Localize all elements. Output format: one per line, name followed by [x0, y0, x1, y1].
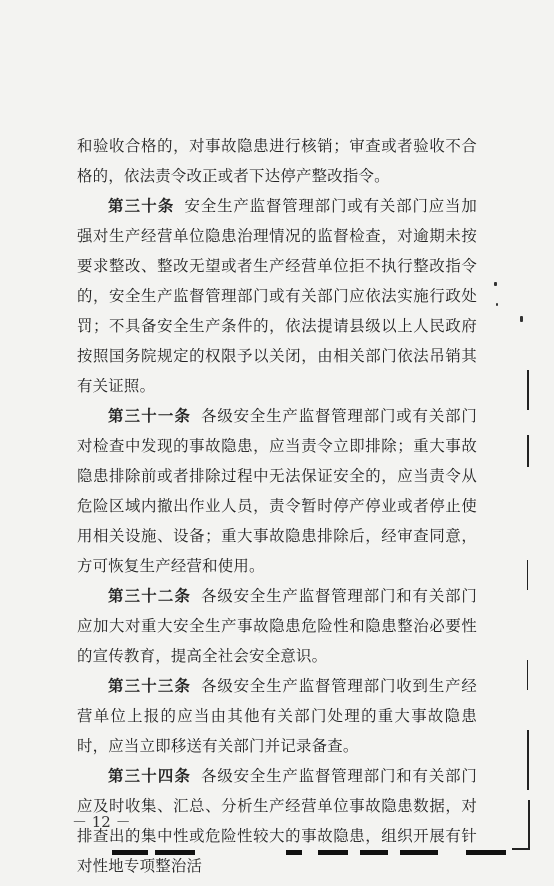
scan-mark [360, 850, 388, 855]
article-34 [77, 761, 477, 881]
scan-edge-line [527, 730, 529, 790]
scan-edge-line [527, 435, 529, 467]
scan-mark [496, 303, 498, 306]
page-number: － 12 － [72, 813, 131, 831]
article-text: 安全生产监督管理部门或有关部门应当加强对生产经营单位隐患治理情况的监督检查，对逾期未按要求整改、整改无望或者生产经营单位拒不执行整改指令的，安全生产监督管理部门或有关部门应依法实施行政处罚；不具备安全生产条件的，依法提请县级以上人民政府按照国务院规定的权限予以关闭，由相关部门依法吊销其有关证照。 [77, 197, 477, 395]
article-heading: 第三十一条 [108, 407, 192, 425]
article-heading: 第三十二条 [108, 587, 192, 605]
scan-edge-line [527, 560, 528, 590]
paragraph-continuation [77, 131, 477, 191]
document-body [77, 131, 477, 881]
article-heading: 第三十四条 [108, 767, 192, 785]
paragraph-text: 和验收合格的，对事故隐患进行核销；审查或者验收不合格的，依法责令改正或者下达停产整改指令。 [77, 137, 477, 185]
article-text: 各级安全生产监督管理部门收到生产经营单位上报的应当由其他有关部门处理的重大事故隐患时，应当立即移送有关部门并记录备查。 [77, 677, 477, 755]
scan-mark [466, 850, 506, 855]
article-31 [77, 401, 477, 581]
scan-edge-line [527, 660, 528, 690]
article-text: 各级安全生产监督管理部门或有关部门对检查中发现的事故隐患，应当责令立即排除；重大事故隐患排除前或者排除过程中无法保证安全的，应当责令从危险区域内撤出作业人员，责令暂时停产停业或者停止使用相关设施、设备；重大事故隐患排除后，经审查同意，方可恢复生产经营和使用。 [77, 407, 477, 575]
article-text: 各级安全生产监督管理部门和有关部门应及时收集、汇总、分析生产经营单位事故隐患数据，对排查出的集中性或危险性较大的事故隐患，组织开展有针对性地专项整治活 [77, 767, 477, 875]
article-33 [77, 671, 477, 761]
article-heading: 第三十条 [108, 197, 175, 215]
scan-edge-line [528, 800, 530, 850]
article-text: 各级安全生产监督管理部门和有关部门应加大对重大安全生产事故隐患危险性和隐患整治必要性的宣传教育，提高全社会安全意识。 [77, 587, 477, 665]
scan-mark [520, 316, 523, 322]
article-30 [77, 191, 477, 401]
scan-mark [318, 850, 348, 855]
scan-mark [400, 850, 438, 855]
scan-mark [112, 850, 148, 855]
scan-edge-line [512, 848, 530, 850]
scan-mark [494, 282, 497, 286]
article-heading: 第三十三条 [108, 677, 192, 695]
scan-mark [286, 850, 302, 855]
article-32 [77, 581, 477, 671]
scan-mark [155, 850, 195, 855]
scan-edge-line [527, 370, 529, 410]
